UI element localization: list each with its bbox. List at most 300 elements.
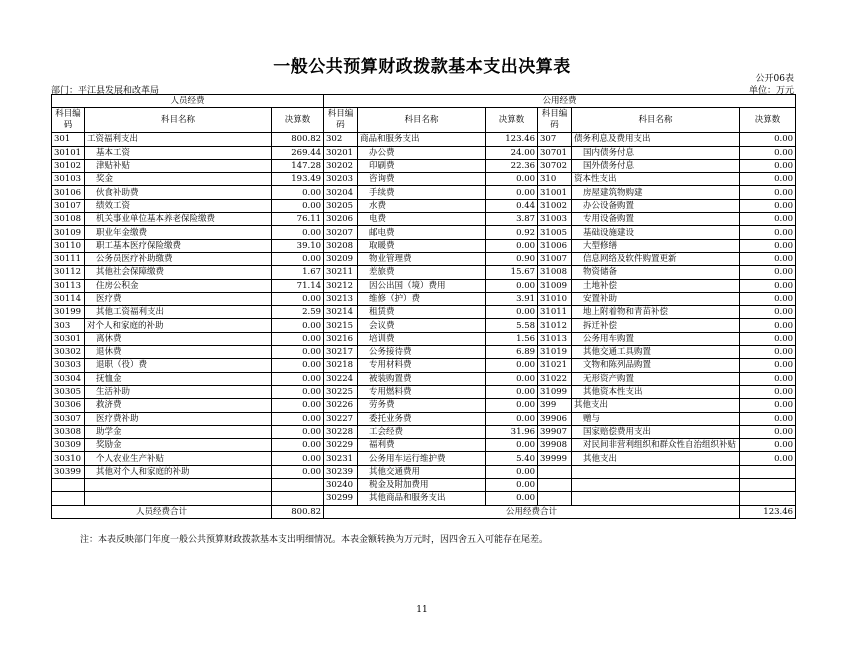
personnel-total-label: 人员经费合计 [52, 505, 272, 518]
name-cell: 公务员医疗补助缴费 [85, 252, 272, 265]
code-cell: 30205 [324, 199, 358, 212]
table-row [52, 159, 796, 172]
amount-cell: 0.00 [740, 452, 796, 465]
name-cell: 因公出国（境）费用 [358, 279, 486, 292]
amount-cell: 39.10 [272, 239, 324, 252]
name-cell: 奖金 [85, 173, 272, 186]
amount-cell: 0.00 [272, 399, 324, 412]
code-cell: 30308 [52, 425, 85, 438]
code-cell: 30305 [52, 385, 85, 398]
name-cell: 其他社会保障缴费 [85, 266, 272, 279]
name-cell: 印刷费 [358, 159, 486, 172]
table-row [52, 199, 796, 212]
amount-cell [740, 492, 796, 505]
amount-cell: 0.90 [486, 252, 538, 265]
name-cell: 取暖费 [358, 239, 486, 252]
code-cell: 31006 [538, 239, 572, 252]
table-row [52, 399, 796, 412]
amount-cell: 0.00 [740, 239, 796, 252]
amount-cell: 0.00 [740, 425, 796, 438]
name-cell: 国内债务付息 [572, 146, 740, 159]
table-row [52, 412, 796, 425]
amount-cell: 269.44 [272, 146, 324, 159]
name-cell: 救济费 [85, 399, 272, 412]
amount-cell: 0.00 [486, 186, 538, 199]
personnel-total-value: 800.82 [272, 505, 324, 518]
amount-cell: 0.00 [272, 186, 324, 199]
name-cell: 安置补助 [572, 292, 740, 305]
code-cell: 31001 [538, 186, 572, 199]
code-cell: 30213 [324, 292, 358, 305]
amount-cell: 0.00 [740, 199, 796, 212]
name-cell: 福利费 [358, 439, 486, 452]
unit-label: 单位：万元 [748, 86, 794, 96]
amount-cell: 3.91 [486, 292, 538, 305]
amount-header: 决算数 [486, 108, 538, 133]
amount-cell: 0.00 [740, 186, 796, 199]
name-cell: 退职（役）费 [85, 359, 272, 372]
name-cell: 专用燃料费 [358, 385, 486, 398]
name-cell: 土地补偿 [572, 279, 740, 292]
code-cell: 31021 [538, 359, 572, 372]
name-cell: 办公费 [358, 146, 486, 159]
amount-cell: 0.00 [486, 372, 538, 385]
code-cell: 30226 [324, 399, 358, 412]
name-cell: 公务接待费 [358, 346, 486, 359]
amount-cell: 0.00 [740, 146, 796, 159]
name-cell: 商品和服务支出 [358, 133, 486, 146]
amount-cell: 0.00 [740, 372, 796, 385]
public-total-label: 公用经费合计 [324, 505, 740, 518]
group-header-row [52, 95, 796, 108]
code-cell: 30206 [324, 213, 358, 226]
name-cell: 基础设施建设 [572, 226, 740, 239]
table-row [52, 372, 796, 385]
amount-cell: 0.00 [272, 425, 324, 438]
amount-cell [740, 479, 796, 492]
code-cell: 31007 [538, 252, 572, 265]
table-row [52, 479, 796, 492]
code-cell: 30199 [52, 306, 85, 319]
code-cell: 30218 [324, 359, 358, 372]
amount-cell: 0.00 [272, 332, 324, 345]
code-cell: 30217 [324, 346, 358, 359]
page-title: 一般公共预算财政拨款基本支出决算表 [273, 57, 571, 77]
code-cell: 30101 [52, 146, 85, 159]
name-cell: 基本工资 [85, 146, 272, 159]
amount-cell: 1.67 [272, 266, 324, 279]
code-cell: 30113 [52, 279, 85, 292]
public-header: 公用经费 [324, 95, 796, 108]
name-cell: 抚恤金 [85, 372, 272, 385]
code-cell: 30224 [324, 372, 358, 385]
name-header: 科目名称 [572, 108, 740, 133]
name-cell: 资本性支出 [572, 173, 740, 186]
name-cell: 绩效工资 [85, 199, 272, 212]
name-cell: 伙食补助费 [85, 186, 272, 199]
amount-cell [740, 465, 796, 478]
code-cell: 30239 [324, 465, 358, 478]
amount-cell: 0.00 [740, 439, 796, 452]
table-row [52, 252, 796, 265]
table-row [52, 146, 796, 159]
amount-cell: 0.00 [272, 346, 324, 359]
code-cell: 30399 [52, 465, 85, 478]
table-row [52, 346, 796, 359]
name-cell: 医疗费补助 [85, 412, 272, 425]
name-cell: 物资储备 [572, 266, 740, 279]
code-cell: 30107 [52, 199, 85, 212]
amount-cell: 5.58 [486, 319, 538, 332]
code-cell: 30208 [324, 239, 358, 252]
code-cell: 30108 [52, 213, 85, 226]
name-cell: 委托业务费 [358, 412, 486, 425]
code-cell: 30216 [324, 332, 358, 345]
public-total-value: 123.46 [740, 505, 796, 518]
name-cell: 会议费 [358, 319, 486, 332]
name-cell: 其他交通费用 [358, 465, 486, 478]
amount-cell: 0.00 [486, 479, 538, 492]
code-cell: 31005 [538, 226, 572, 239]
table-row [52, 292, 796, 305]
table-row [52, 226, 796, 239]
amount-cell: 0.00 [272, 412, 324, 425]
code-cell: 302 [324, 133, 358, 146]
name-cell [85, 492, 272, 505]
table-row [52, 319, 796, 332]
name-cell: 租赁费 [358, 306, 486, 319]
amount-cell: 0.00 [486, 439, 538, 452]
table-row [52, 452, 796, 465]
amount-cell: 5.40 [486, 452, 538, 465]
amount-cell: 15.67 [486, 266, 538, 279]
code-cell: 303 [52, 319, 85, 332]
amount-cell: 800.82 [272, 133, 324, 146]
amount-cell: 0.00 [272, 292, 324, 305]
amount-cell: 0.00 [272, 465, 324, 478]
code-cell: 30110 [52, 239, 85, 252]
expenditure-table [51, 94, 796, 519]
amount-cell: 0.00 [486, 412, 538, 425]
amount-cell: 0.00 [740, 133, 796, 146]
amount-cell: 6.89 [486, 346, 538, 359]
code-cell: 30211 [324, 266, 358, 279]
name-cell: 咨询费 [358, 173, 486, 186]
table-row [52, 266, 796, 279]
amount-cell: 0.00 [740, 359, 796, 372]
name-cell: 公务用车运行维护费 [358, 452, 486, 465]
name-cell: 工会经费 [358, 425, 486, 438]
amount-cell: 22.36 [486, 159, 538, 172]
code-cell: 30215 [324, 319, 358, 332]
code-cell [538, 465, 572, 478]
amount-cell: 0.00 [740, 279, 796, 292]
code-cell: 30212 [324, 279, 358, 292]
code-cell: 30701 [538, 146, 572, 159]
code-cell: 30231 [324, 452, 358, 465]
code-cell: 30228 [324, 425, 358, 438]
table-row [52, 173, 796, 186]
code-cell: 307 [538, 133, 572, 146]
page-number: 11 [416, 605, 428, 615]
table-row [52, 306, 796, 319]
department-label: 部门：平江县发展和改革局 [51, 86, 160, 96]
name-cell: 邮电费 [358, 226, 486, 239]
amount-cell: 0.00 [272, 452, 324, 465]
code-header: 科目编码 [52, 108, 85, 133]
amount-cell: 0.00 [486, 385, 538, 398]
code-cell: 31013 [538, 332, 572, 345]
amount-cell: 0.00 [740, 252, 796, 265]
amount-cell: 0.00 [272, 439, 324, 452]
code-cell: 30202 [324, 159, 358, 172]
name-cell: 水费 [358, 199, 486, 212]
code-cell [52, 492, 85, 505]
amount-cell [272, 479, 324, 492]
name-cell [572, 492, 740, 505]
code-cell: 31022 [538, 372, 572, 385]
code-cell: 30204 [324, 186, 358, 199]
name-cell: 其他交通工具购置 [572, 346, 740, 359]
amount-cell: 31.96 [486, 425, 538, 438]
amount-cell: 2.59 [272, 306, 324, 319]
name-cell: 文物和陈列品购置 [572, 359, 740, 372]
code-cell: 30306 [52, 399, 85, 412]
code-cell: 30114 [52, 292, 85, 305]
amount-cell: 0.00 [740, 346, 796, 359]
table-row [52, 239, 796, 252]
name-header: 科目名称 [358, 108, 486, 133]
code-cell: 30209 [324, 252, 358, 265]
code-cell [538, 479, 572, 492]
code-cell: 30303 [52, 359, 85, 372]
amount-cell: 76.11 [272, 213, 324, 226]
totals-row [52, 505, 796, 518]
name-cell: 物业管理费 [358, 252, 486, 265]
table-row [52, 213, 796, 226]
amount-cell: 0.44 [486, 199, 538, 212]
amount-cell: 0.00 [740, 292, 796, 305]
amount-cell: 0.00 [486, 239, 538, 252]
amount-cell: 0.00 [740, 173, 796, 186]
amount-cell: 0.00 [740, 399, 796, 412]
name-cell: 对个人和家庭的补助 [85, 319, 272, 332]
amount-cell [272, 492, 324, 505]
name-cell: 地上附着物和青苗补偿 [572, 306, 740, 319]
amount-cell: 0.00 [272, 226, 324, 239]
name-cell: 税金及附加费用 [358, 479, 486, 492]
name-cell: 电费 [358, 213, 486, 226]
table-row [52, 492, 796, 505]
code-cell: 30201 [324, 146, 358, 159]
code-cell: 31003 [538, 213, 572, 226]
code-cell: 30304 [52, 372, 85, 385]
name-cell: 奖励金 [85, 439, 272, 452]
code-cell: 399 [538, 399, 572, 412]
amount-cell: 3.87 [486, 213, 538, 226]
name-cell: 住房公积金 [85, 279, 272, 292]
name-cell: 专用材料费 [358, 359, 486, 372]
amount-cell: 0.00 [486, 306, 538, 319]
code-cell: 30112 [52, 266, 85, 279]
code-cell: 30307 [52, 412, 85, 425]
name-cell: 赠与 [572, 412, 740, 425]
name-cell: 其他支出 [572, 399, 740, 412]
table-row [52, 279, 796, 292]
amount-cell: 0.00 [740, 332, 796, 345]
amount-cell: 147.28 [272, 159, 324, 172]
code-header: 科目编码 [538, 108, 572, 133]
name-cell: 职工基本医疗保险缴费 [85, 239, 272, 252]
amount-cell: 0.00 [740, 213, 796, 226]
table-row [52, 425, 796, 438]
code-cell [538, 492, 572, 505]
code-header: 科目编码 [324, 108, 358, 133]
name-cell: 拆迁补偿 [572, 319, 740, 332]
code-cell: 30240 [324, 479, 358, 492]
name-cell: 手续费 [358, 186, 486, 199]
name-cell: 公务用车购置 [572, 332, 740, 345]
code-cell: 39908 [538, 439, 572, 452]
amount-cell: 24.00 [486, 146, 538, 159]
name-cell: 离休费 [85, 332, 272, 345]
personnel-header: 人员经费 [52, 95, 324, 108]
name-cell: 助学金 [85, 425, 272, 438]
table-row [52, 385, 796, 398]
name-cell: 无形资产购置 [572, 372, 740, 385]
table-row [52, 439, 796, 452]
name-cell: 机关事业单位基本养老保险缴费 [85, 213, 272, 226]
code-cell: 310 [538, 173, 572, 186]
code-cell: 30225 [324, 385, 358, 398]
amount-cell: 0.00 [486, 359, 538, 372]
amount-cell: 0.00 [740, 306, 796, 319]
amount-cell: 0.00 [740, 385, 796, 398]
amount-cell: 0.00 [272, 199, 324, 212]
amount-cell: 0.00 [740, 266, 796, 279]
name-cell: 大型修缮 [572, 239, 740, 252]
code-cell: 30310 [52, 452, 85, 465]
amount-cell: 0.00 [272, 319, 324, 332]
code-cell: 39907 [538, 425, 572, 438]
code-cell: 30309 [52, 439, 85, 452]
code-cell: 31009 [538, 279, 572, 292]
name-cell: 其他商品和服务支出 [358, 492, 486, 505]
table-row [52, 133, 796, 146]
name-cell: 培训费 [358, 332, 486, 345]
name-cell: 津贴补贴 [85, 159, 272, 172]
code-cell: 31012 [538, 319, 572, 332]
amount-cell: 0.00 [740, 412, 796, 425]
table-row [52, 465, 796, 478]
name-cell: 生活补助 [85, 385, 272, 398]
amount-cell: 0.92 [486, 226, 538, 239]
code-cell: 30106 [52, 186, 85, 199]
code-cell: 30214 [324, 306, 358, 319]
name-cell: 其他支出 [572, 452, 740, 465]
amount-cell: 123.46 [486, 133, 538, 146]
code-cell: 30109 [52, 226, 85, 239]
amount-cell: 0.00 [486, 279, 538, 292]
code-cell [52, 479, 85, 492]
amount-cell: 0.00 [486, 399, 538, 412]
name-cell: 信息网络及软件购置更新 [572, 252, 740, 265]
code-cell: 30111 [52, 252, 85, 265]
amount-cell: 0.00 [272, 372, 324, 385]
name-cell: 债务利息及费用支出 [572, 133, 740, 146]
amount-cell: 0.00 [272, 252, 324, 265]
amount-cell: 193.49 [272, 173, 324, 186]
code-cell: 30103 [52, 173, 85, 186]
name-cell: 房屋建筑物购建 [572, 186, 740, 199]
name-header: 科目名称 [85, 108, 272, 133]
name-cell: 职业年金缴费 [85, 226, 272, 239]
name-cell: 专用设备购置 [572, 213, 740, 226]
code-cell: 31010 [538, 292, 572, 305]
amount-cell: 1.56 [486, 332, 538, 345]
name-cell: 维修（护）费 [358, 292, 486, 305]
code-cell: 39999 [538, 452, 572, 465]
amount-header: 决算数 [740, 108, 796, 133]
name-cell: 个人农业生产补贴 [85, 452, 272, 465]
code-cell: 31099 [538, 385, 572, 398]
code-cell: 31002 [538, 199, 572, 212]
amount-cell: 0.00 [486, 173, 538, 186]
table-row [52, 359, 796, 372]
name-cell: 医疗费 [85, 292, 272, 305]
name-cell: 国外债务付息 [572, 159, 740, 172]
amount-header: 决算数 [272, 108, 324, 133]
name-cell: 其他资本性支出 [572, 385, 740, 398]
name-cell: 退休费 [85, 346, 272, 359]
amount-cell: 0.00 [272, 385, 324, 398]
column-header-row [52, 108, 796, 133]
amount-cell: 0.00 [486, 492, 538, 505]
code-cell: 30229 [324, 439, 358, 452]
code-cell: 30301 [52, 332, 85, 345]
code-cell: 30227 [324, 412, 358, 425]
name-cell: 办公设备购置 [572, 199, 740, 212]
name-cell: 其他工资福利支出 [85, 306, 272, 319]
name-cell: 国家赔偿费用支出 [572, 425, 740, 438]
name-cell [572, 465, 740, 478]
code-cell: 30702 [538, 159, 572, 172]
table-row [52, 186, 796, 199]
name-cell [572, 479, 740, 492]
name-cell: 被装购置费 [358, 372, 486, 385]
name-cell [85, 479, 272, 492]
name-cell: 对民间非营利组织和群众性自治组织补贴 [572, 439, 740, 452]
table-row [52, 332, 796, 345]
footnote: 注：本表反映部门年度一般公共预算财政拨款基本支出明细情况。本表金额转换为万元时，因四舍五入可能存在尾差。 [80, 535, 549, 545]
name-cell: 工资福利支出 [85, 133, 272, 146]
name-cell: 差旅费 [358, 266, 486, 279]
code-cell: 31011 [538, 306, 572, 319]
code-cell: 31019 [538, 346, 572, 359]
name-cell: 其他对个人和家庭的补助 [85, 465, 272, 478]
amount-cell: 71.14 [272, 279, 324, 292]
form-number: 公开06表 [755, 74, 794, 84]
code-cell: 30299 [324, 492, 358, 505]
name-cell: 劳务费 [358, 399, 486, 412]
amount-cell: 0.00 [272, 359, 324, 372]
amount-cell: 0.00 [740, 319, 796, 332]
amount-cell: 0.00 [740, 226, 796, 239]
code-cell: 301 [52, 133, 85, 146]
amount-cell: 0.00 [486, 465, 538, 478]
code-cell: 30302 [52, 346, 85, 359]
amount-cell: 0.00 [740, 159, 796, 172]
